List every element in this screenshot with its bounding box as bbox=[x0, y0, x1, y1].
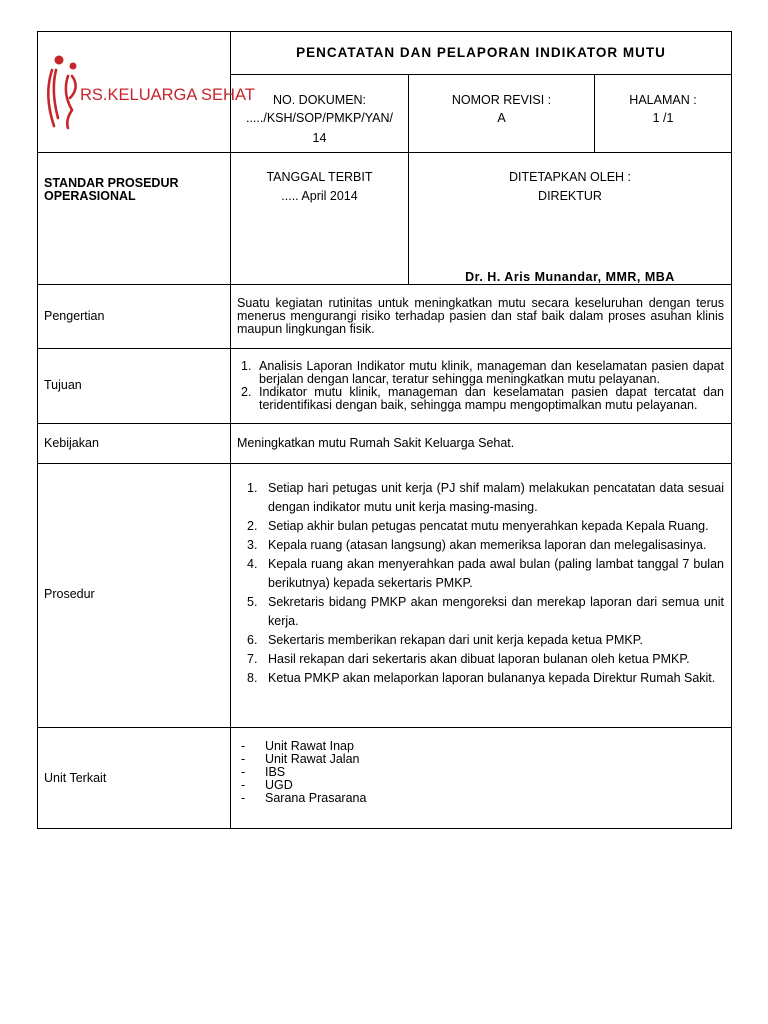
unit-terkait-label: Unit Terkait bbox=[44, 771, 107, 785]
halaman-label: HALAMAN : bbox=[629, 93, 697, 107]
list-item: - IBS bbox=[241, 765, 286, 779]
tanggal-terbit-value: ..... April 2014 bbox=[281, 189, 358, 203]
list-item: - Sarana Prasarana bbox=[241, 791, 367, 805]
tujuan-list bbox=[237, 360, 724, 412]
no-dokumen-value: ...../KSH/SOP/PMKP/YAN/ bbox=[245, 111, 394, 125]
no-dokumen-value-cont: 14 bbox=[312, 131, 327, 145]
list-item: 2. Setiap akhir bulan petugas pencatat mutu menyerahkan kepada Kepala Ruang. bbox=[247, 519, 709, 533]
document-title: PENCATATAN DAN PELAPORAN INDIKATOR MUTU bbox=[296, 45, 666, 60]
signatory-name: Dr. H. Aris Munandar, MMR, MBA bbox=[465, 270, 675, 284]
nomor-revisi-value: A bbox=[497, 111, 506, 125]
list-item: - Unit Rawat Inap bbox=[241, 739, 354, 753]
kebijakan-label: Kebijakan bbox=[44, 436, 99, 450]
hospital-logo bbox=[42, 48, 255, 133]
prosedur-list bbox=[237, 479, 724, 688]
list-item: - Unit Rawat Jalan bbox=[241, 752, 360, 766]
kebijakan-text: Meningkatkan mutu Rumah Sakit Keluarga Sehat. bbox=[237, 436, 515, 450]
ditetapkan-label: DITETAPKAN OLEH : bbox=[508, 170, 631, 184]
sop-label-cont: OPERASIONAL bbox=[44, 189, 136, 203]
pengertian-label: Pengertian bbox=[44, 309, 105, 323]
list-item: 4. Kepala ruang akan menyerahkan pada awal bulan (paling lambat tanggal 7 bulan berikutnya) kepada sekertaris PMKP. bbox=[247, 557, 724, 590]
prosedur-label: Prosedur bbox=[44, 587, 95, 601]
no-dokumen-label: NO. DOKUMEN: bbox=[272, 93, 367, 107]
ditetapkan-value: DIREKTUR bbox=[538, 189, 602, 203]
sop-label: STANDAR PROSEDUR bbox=[44, 176, 179, 190]
halaman-value: 1 /1 bbox=[652, 111, 674, 125]
list-item: 1. Setiap hari petugas unit kerja (PJ shif malam) melakukan pencatatan data sesuai dengan indikator mutu unit kerja masing-masing. bbox=[247, 481, 724, 514]
list-item: 5. Sekretaris bidang PMKP akan mengoreksi dan merekap laporan dari semua unit kerja. bbox=[247, 595, 724, 628]
unit-terkait-list bbox=[241, 740, 721, 805]
list-item: - UGD bbox=[241, 778, 293, 792]
list-item: 1. Analisis Laporan Indikator mutu klinik, manageman dan keselamatan pasien dapat berjalan dengan lancar, teratur sehingga meningkatkan mutu pelayanan. bbox=[241, 359, 724, 386]
list-item: 2. Indikator mutu klinik, manageman dan keselamatan pasien dapat tercatat dan teridentifikasi dengan baik, sehingga mampu mengoptimalkan mutu pelayanan. bbox=[241, 385, 724, 412]
pengertian-text: Suatu kegiatan rutinitas untuk meningkatkan mutu secara keseluruhan dengan terus menerus mengurangi risiko terhadap pasien dan staf baik dalam proses asuhan klinis maupun lingkungan fisik. bbox=[237, 296, 724, 336]
list-item: 3. Kepala ruang (atasan langsung) akan memeriksa laporan dan melegalisasinya. bbox=[247, 538, 707, 552]
list-item: 8. Ketua PMKP akan melaporkan laporan bulananya kepada Direktur Rumah Sakit. bbox=[247, 671, 716, 685]
family-figures-icon bbox=[42, 48, 255, 133]
list-item: 7. Hasil rekapan dari sekertaris akan dibuat laporan bulanan oleh ketua PMKP. bbox=[247, 652, 690, 666]
list-item: 6. Sekertaris memberikan rekapan dari unit kerja kepada ketua PMKP. bbox=[247, 633, 643, 647]
tanggal-terbit-label: TANGGAL TERBIT bbox=[266, 170, 373, 184]
nomor-revisi-label: NOMOR REVISI : bbox=[451, 93, 552, 107]
logo-text: RS.KELUARGA SEHAT bbox=[80, 86, 255, 104]
tujuan-label: Tujuan bbox=[44, 378, 82, 392]
